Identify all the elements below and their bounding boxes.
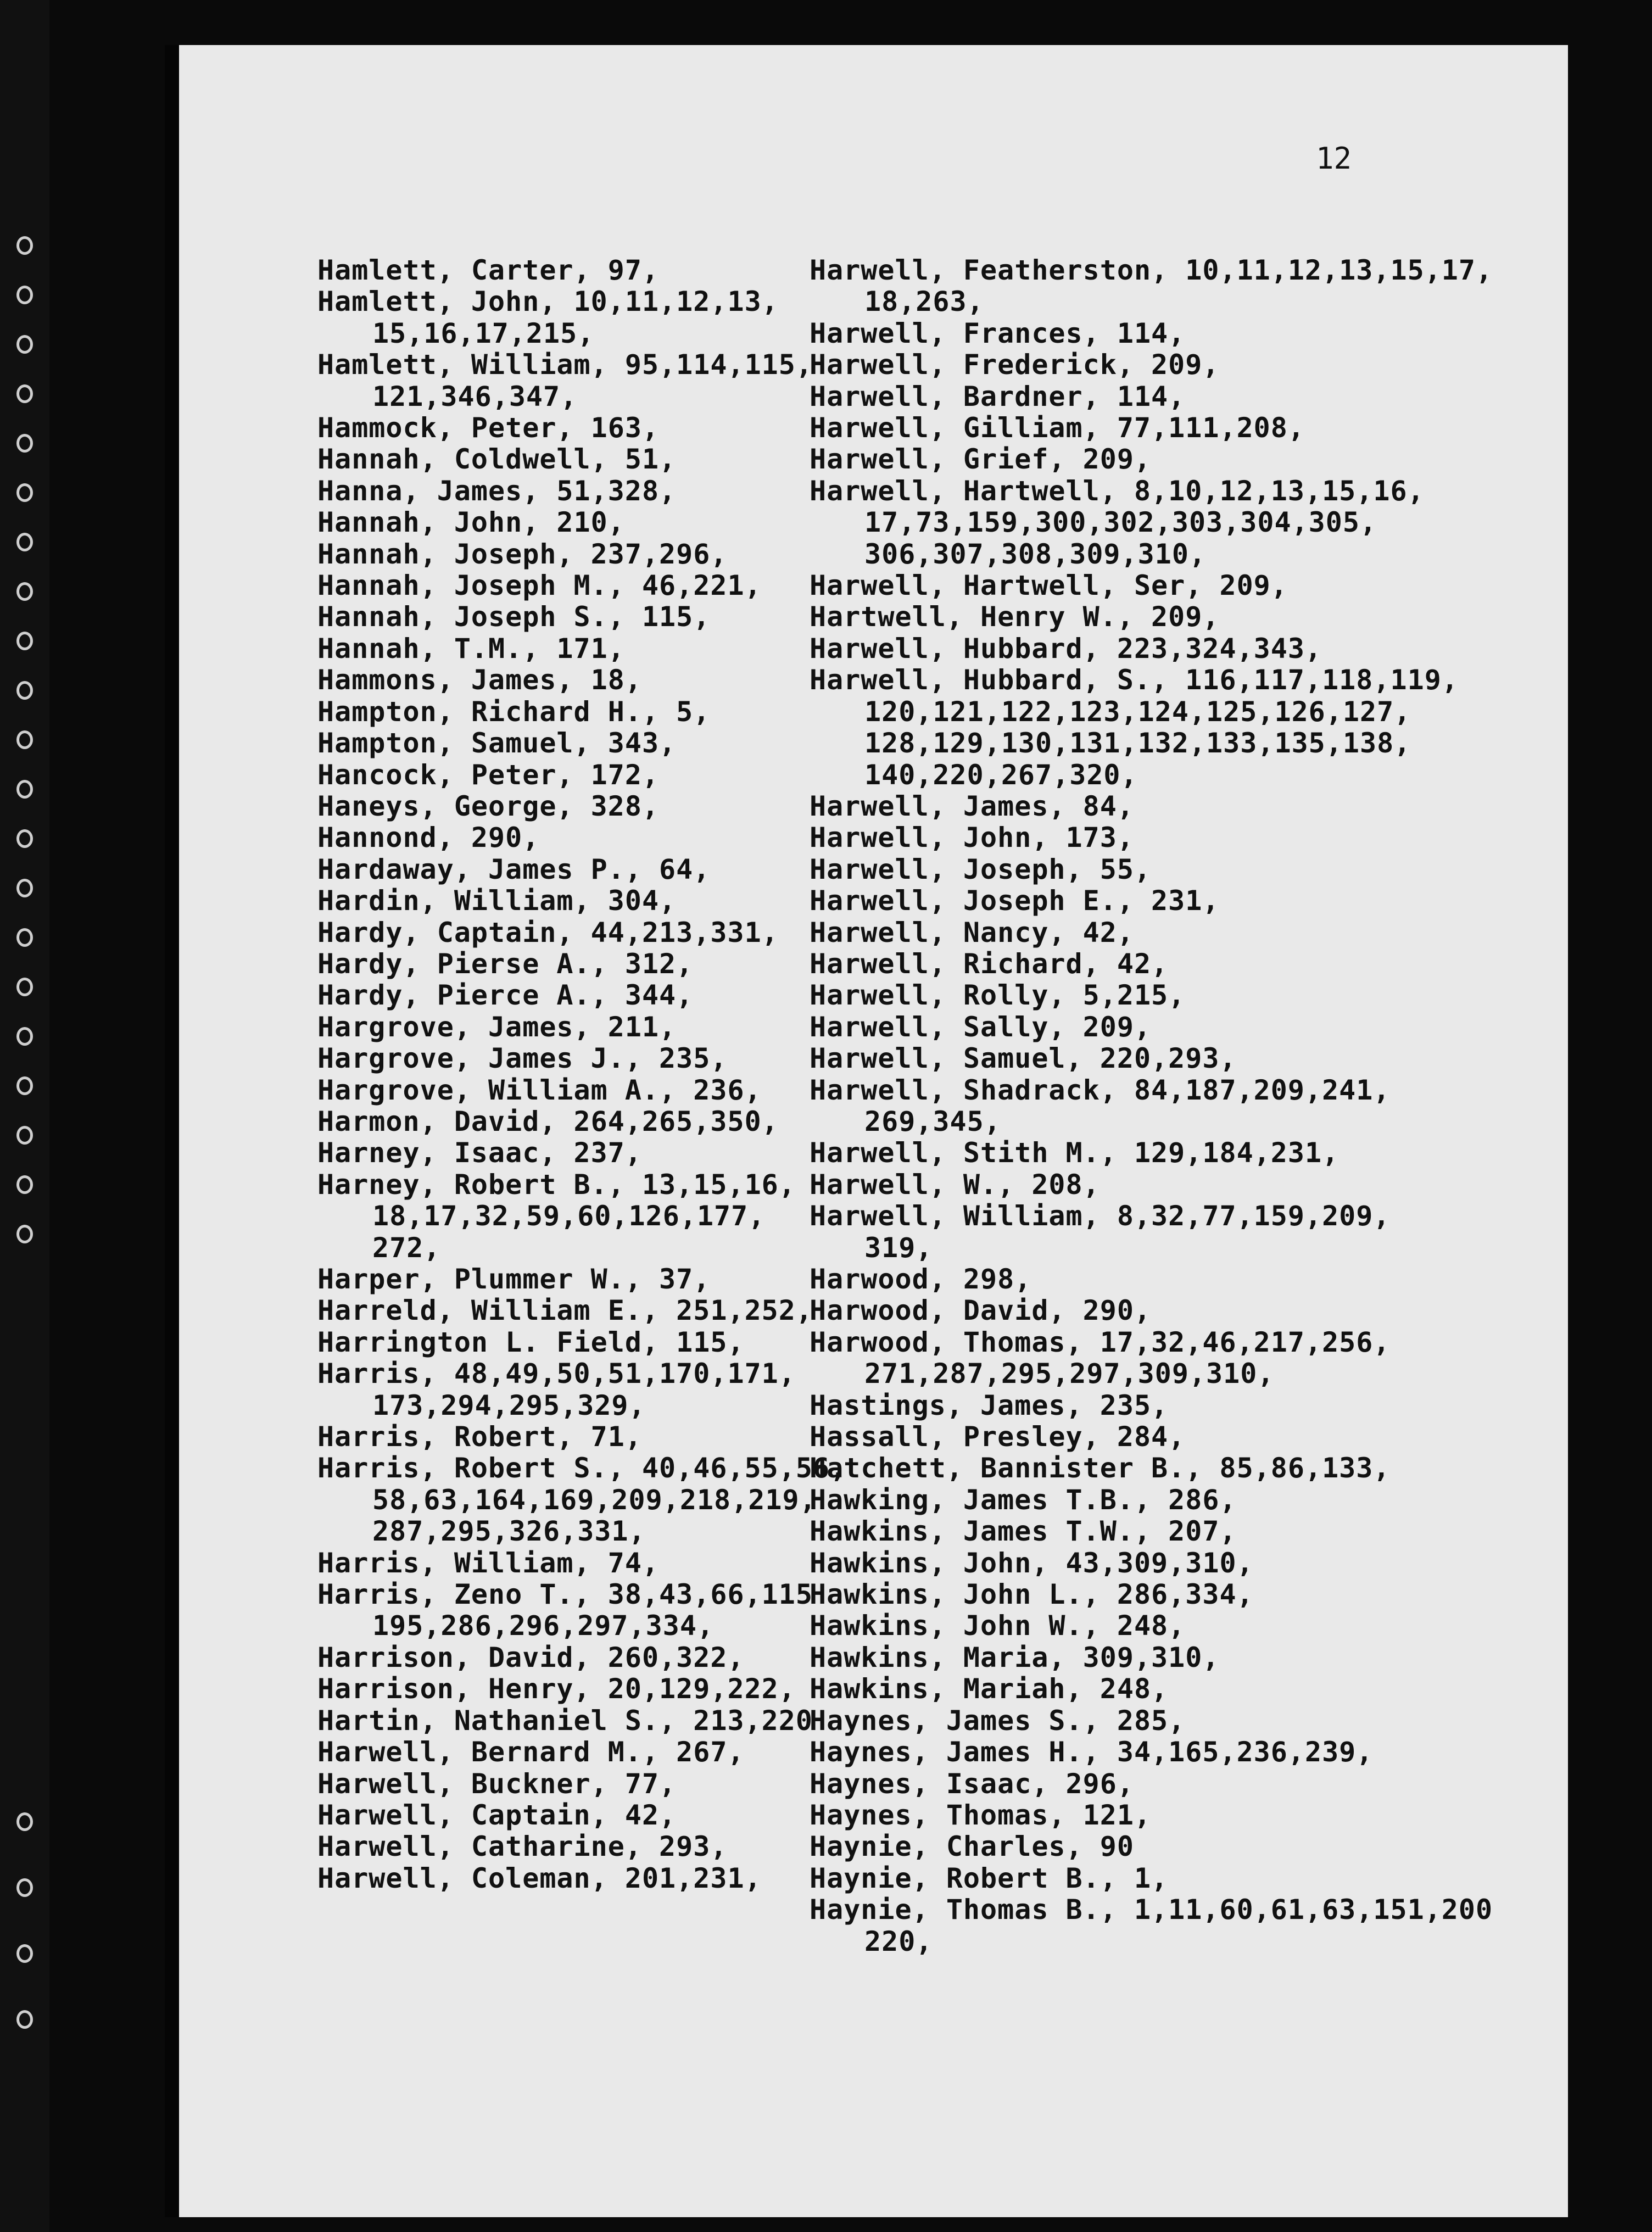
index-entry-continuation: 128,129,130,131,132,133,135,138, bbox=[864, 727, 1411, 760]
index-entry: Hartin, Nathaniel S., 213,220 bbox=[317, 1704, 813, 1737]
index-entry: Hannah, John, 210, bbox=[317, 506, 625, 539]
index-entry: Haynes, Isaac, 296, bbox=[810, 1767, 1134, 1800]
binding-hole bbox=[16, 928, 33, 947]
index-entry: Harwell, Nancy, 42, bbox=[810, 916, 1134, 948]
document-page bbox=[165, 45, 1568, 2217]
index-entry: Harwell, Hubbard, S., 116,117,118,119, bbox=[810, 664, 1459, 696]
index-entry: Hawkins, Mariah, 248, bbox=[810, 1673, 1169, 1705]
binding-edge bbox=[0, 0, 49, 2232]
index-entry-continuation: 18,17,32,59,60,126,177, bbox=[372, 1200, 766, 1232]
binding-hole bbox=[16, 1944, 33, 1963]
index-entry: Harwood, 298, bbox=[810, 1263, 1032, 1295]
index-entry: Harwell, Hartwell, Ser, 209, bbox=[810, 570, 1288, 602]
index-entry: Harwell, Joseph E., 231, bbox=[810, 885, 1220, 917]
index-entry: Harwood, David, 290, bbox=[810, 1294, 1152, 1327]
index-entry: Harper, Plummer W., 37, bbox=[317, 1263, 711, 1295]
index-entry: Harwell, James, 84, bbox=[810, 790, 1134, 822]
index-entry: Harwell, Rolly, 5,215, bbox=[810, 979, 1186, 1012]
index-entry: Harwood, Thomas, 17,32,46,217,256, bbox=[810, 1326, 1391, 1358]
index-entry: Hardin, William, 304, bbox=[317, 885, 677, 917]
index-entry: Harwell, Frances, 114, bbox=[810, 317, 1186, 349]
index-entry: Harrison, David, 260,322, bbox=[317, 1641, 745, 1673]
index-entry: Hampton, Richard H., 5, bbox=[317, 695, 711, 728]
binding-hole bbox=[16, 2010, 33, 2029]
index-entry: Harris, Zeno T., 38,43,66,115 bbox=[317, 1578, 813, 1611]
index-entry: Hancock, Peter, 172, bbox=[317, 758, 660, 791]
index-column-right bbox=[810, 254, 1493, 1957]
index-entry: Hargrove, William A., 236, bbox=[317, 1074, 762, 1106]
index-entry: Harris, Robert S., 40,46,55,56, bbox=[317, 1452, 847, 1485]
index-entry: Hardy, Pierce A., 344, bbox=[317, 979, 694, 1012]
index-entry: Harwell, Featherston, 10,11,12,13,15,17, bbox=[810, 254, 1493, 286]
index-entry: Hanna, James, 51,328, bbox=[317, 475, 677, 507]
index-entry: Hastings, James, 235, bbox=[810, 1389, 1169, 1421]
index-entry: Haneys, George, 328, bbox=[317, 790, 660, 822]
index-entry: Harwell, Frederick, 209, bbox=[810, 349, 1220, 381]
index-entry: Harwell, Sally, 209, bbox=[810, 1011, 1152, 1043]
binding-hole bbox=[16, 582, 33, 601]
binding-hole bbox=[16, 829, 33, 848]
index-entry: Harwell, Coleman, 201,231, bbox=[317, 1862, 762, 1894]
index-entry-continuation: 195,286,296,297,334, bbox=[372, 1610, 715, 1642]
index-entry: Harwell, Joseph, 55, bbox=[810, 853, 1152, 885]
index-entry: Harney, Robert B., 13,15,16, bbox=[317, 1168, 796, 1201]
index-entry-continuation: 287,295,326,331, bbox=[372, 1515, 646, 1548]
index-entry: Hargrove, James, 211, bbox=[317, 1011, 677, 1043]
binding-hole bbox=[16, 1126, 33, 1145]
index-entry: Harwell, Shadrack, 84,187,209,241, bbox=[810, 1074, 1391, 1106]
index-entry: Hatchett, Bannister B., 85,86,133, bbox=[810, 1452, 1391, 1485]
binding-hole bbox=[16, 483, 33, 502]
index-entry: Harwell, Richard, 42, bbox=[810, 947, 1169, 980]
index-entry: Hartwell, Henry W., 209, bbox=[810, 601, 1220, 633]
binding-hole bbox=[16, 384, 33, 403]
index-entry: Hardy, Captain, 44,213,331, bbox=[317, 916, 779, 948]
index-entry: Hannah, Joseph, 237,296, bbox=[317, 538, 728, 570]
binding-hole bbox=[16, 632, 33, 650]
index-entry-continuation: 15,16,17,215, bbox=[372, 317, 595, 349]
binding-hole bbox=[16, 1175, 33, 1194]
index-entry: Harwell, Samuel, 220,293, bbox=[810, 1042, 1237, 1075]
index-entry: Haynie, Thomas B., 1,11,60,61,63,151,200 bbox=[810, 1894, 1493, 1926]
index-entry: Hawkins, Maria, 309,310, bbox=[810, 1641, 1220, 1673]
index-entry: Hamlett, Carter, 97, bbox=[317, 254, 660, 286]
binding-hole bbox=[16, 236, 33, 255]
binding-hole bbox=[16, 681, 33, 700]
index-entry: Hawkins, John W., 248, bbox=[810, 1610, 1186, 1642]
index-entry: Hawking, James T.B., 286, bbox=[810, 1483, 1237, 1516]
index-entry: Harwell, John, 173, bbox=[810, 822, 1134, 854]
index-entry: Hannah, T.M., 171, bbox=[317, 632, 625, 665]
index-entry-continuation: 17,73,159,300,302,303,304,305, bbox=[864, 506, 1377, 539]
binding-hole bbox=[16, 335, 33, 354]
index-entry: Harrison, Henry, 20,129,222, bbox=[317, 1673, 796, 1705]
binding-hole bbox=[16, 1225, 33, 1243]
index-entry: Hawkins, James T.W., 207, bbox=[810, 1515, 1237, 1548]
index-entry: Hardaway, James P., 64, bbox=[317, 853, 711, 885]
index-entry: Haynie, Robert B., 1, bbox=[810, 1862, 1169, 1894]
index-entry: Harwell, Buckner, 77, bbox=[317, 1767, 677, 1800]
index-entry: Harwell, Stith M., 129,184,231, bbox=[810, 1137, 1340, 1169]
index-entry: Hamlett, William, 95,114,115, bbox=[317, 349, 813, 381]
index-entry-continuation: 18,263, bbox=[864, 286, 984, 318]
index-entry-continuation: 140,220,267,320, bbox=[864, 758, 1138, 791]
index-entry-continuation: 220, bbox=[864, 1925, 933, 1957]
index-entry-continuation: 272, bbox=[372, 1231, 441, 1264]
binding-hole bbox=[16, 1027, 33, 1046]
index-entry: Harris, William, 74, bbox=[317, 1547, 660, 1579]
index-entry: Harwell, Bardner, 114, bbox=[810, 380, 1186, 412]
index-entry: Haynie, Charles, 90 bbox=[810, 1831, 1134, 1863]
binding-hole bbox=[16, 434, 33, 453]
index-entry: Hawkins, John L., 286,334, bbox=[810, 1578, 1254, 1611]
index-entry: Hargrove, James J., 235, bbox=[317, 1042, 728, 1075]
binding-hole bbox=[16, 978, 33, 996]
index-entry: Harwell, Hartwell, 8,10,12,13,15,16, bbox=[810, 475, 1425, 507]
index-entry: Harwell, W., 208, bbox=[810, 1168, 1100, 1201]
index-entry: Harwell, Grief, 209, bbox=[810, 443, 1152, 476]
index-entry-continuation: 121,346,347, bbox=[372, 380, 578, 412]
index-entry: Harwell, Hubbard, 223,324,343, bbox=[810, 632, 1322, 665]
index-entry-continuation: 319, bbox=[864, 1231, 933, 1264]
page-number: 12 bbox=[1316, 141, 1352, 176]
index-entry: Harrington L. Field, 115, bbox=[317, 1326, 745, 1358]
index-entry: Harreld, William E., 251,252, bbox=[317, 1294, 813, 1327]
binding-hole bbox=[16, 1812, 33, 1831]
index-entry: Harwell, Bernard M., 267, bbox=[317, 1736, 745, 1768]
index-entry: Harwell, Catharine, 293, bbox=[317, 1831, 728, 1863]
index-entry: Haynes, Thomas, 121, bbox=[810, 1799, 1152, 1831]
index-entry: Hassall, Presley, 284, bbox=[810, 1421, 1186, 1453]
index-entry: Harwell, Gilliam, 77,111,208, bbox=[810, 412, 1305, 444]
index-entry: Harmon, David, 264,265,350, bbox=[317, 1105, 779, 1137]
binding-hole bbox=[16, 879, 33, 897]
index-entry: Hammock, Peter, 163, bbox=[317, 412, 660, 444]
index-entry-continuation: 306,307,308,309,310, bbox=[864, 538, 1207, 570]
index-entry: Hardy, Pierse A., 312, bbox=[317, 947, 694, 980]
index-entry: Hammons, James, 18, bbox=[317, 664, 642, 696]
index-entry: Harris, Robert, 71, bbox=[317, 1421, 642, 1453]
index-entry: Hampton, Samuel, 343, bbox=[317, 727, 677, 760]
index-entry-continuation: 58,63,164,169,209,218,219, bbox=[372, 1483, 817, 1516]
index-entry: Hannah, Joseph M., 46,221, bbox=[317, 570, 762, 602]
binding-hole bbox=[16, 780, 33, 799]
index-entry: Harney, Isaac, 237, bbox=[317, 1137, 642, 1169]
index-entry: Hannah, Joseph S., 115, bbox=[317, 601, 711, 633]
index-entry: Harris, 48,49,50,51,170,171, bbox=[317, 1358, 796, 1390]
index-entry-continuation: 120,121,122,123,124,125,126,127, bbox=[864, 695, 1411, 728]
binding-hole bbox=[16, 533, 33, 551]
index-entry: Harwell, William, 8,32,77,159,209, bbox=[810, 1200, 1391, 1232]
index-entry-continuation: 271,287,295,297,309,310, bbox=[864, 1358, 1275, 1390]
index-entry: Haynes, James H., 34,165,236,239, bbox=[810, 1736, 1374, 1768]
binding-hole bbox=[16, 1076, 33, 1095]
index-entry: Hamlett, John, 10,11,12,13, bbox=[317, 286, 779, 318]
index-entry: Hannah, Coldwell, 51, bbox=[317, 443, 677, 476]
index-entry: Hannond, 290, bbox=[317, 822, 540, 854]
binding-hole bbox=[16, 286, 33, 304]
index-entry-continuation: 173,294,295,329, bbox=[372, 1389, 646, 1421]
index-entry: Hawkins, John, 43,309,310, bbox=[810, 1547, 1254, 1579]
index-entry: Haynes, James S., 285, bbox=[810, 1704, 1186, 1737]
index-entry-continuation: 269,345, bbox=[864, 1105, 1001, 1137]
index-entry: Harwell, Captain, 42, bbox=[317, 1799, 677, 1831]
binding-hole bbox=[16, 730, 33, 749]
binding-hole bbox=[16, 1878, 33, 1897]
